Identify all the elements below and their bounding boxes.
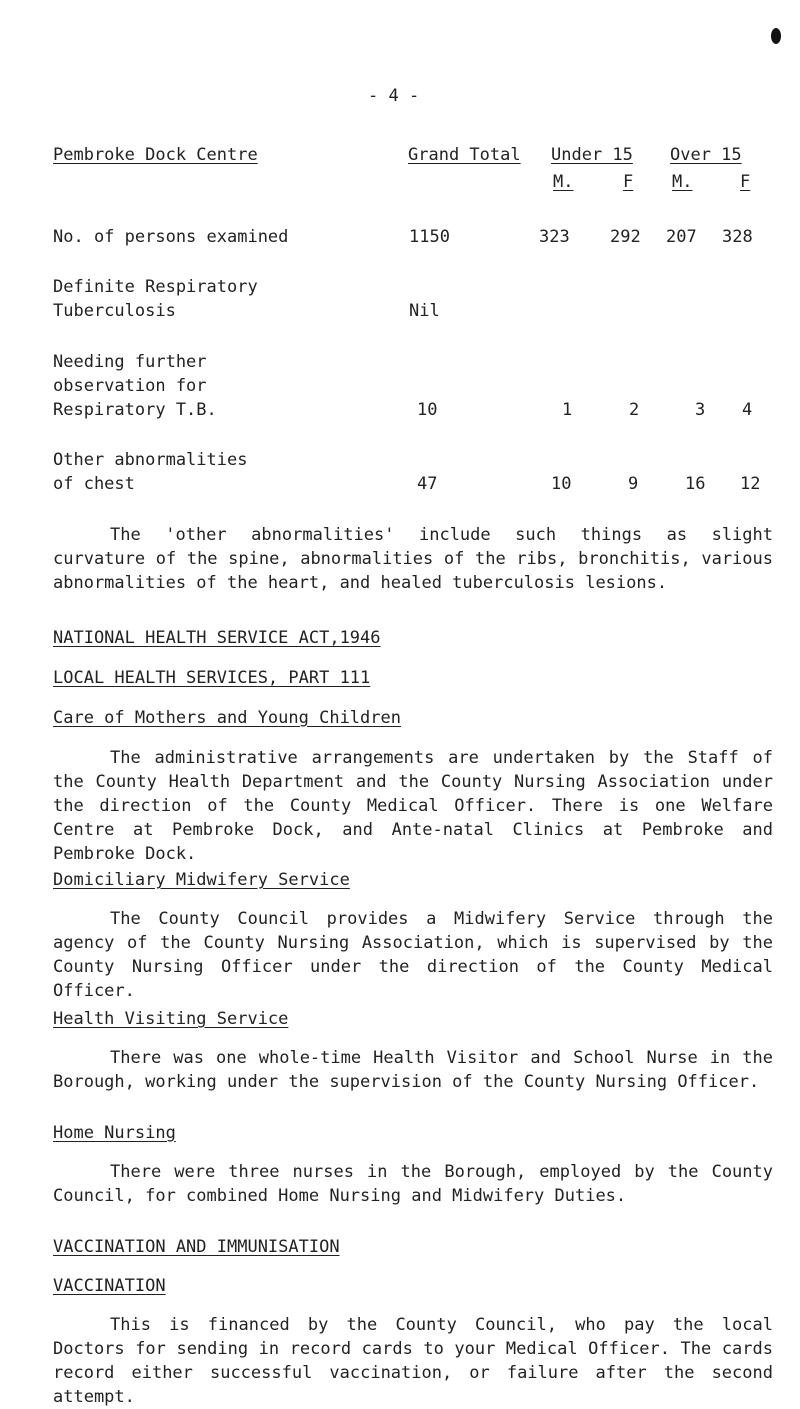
row-label: Needing further (53, 352, 207, 372)
row-label: Definite Respiratory (53, 277, 258, 297)
cell-grand-total: Nil (409, 301, 440, 321)
heading-act: NATIONAL HEALTH SERVICE ACT,1946 (53, 628, 381, 648)
cell-over-m: 207 (666, 227, 697, 247)
cell-over-f: 12 (740, 474, 761, 494)
section-text: There were three nurses in the Borough, employed by the County Council, for combined Home Nursing and Midwifery Duties. (53, 1162, 773, 1206)
cell-grand-total: 1150 (409, 227, 450, 247)
sub-m-over: M. (672, 172, 693, 192)
row-label: Other abnormalities (53, 450, 248, 470)
cell-over-m: 3 (695, 400, 706, 420)
row-label: Tuberculosis (53, 301, 176, 321)
heading-vaccination: VACCINATION (53, 1276, 166, 1296)
row-label: of chest (53, 474, 135, 494)
sub-m-under: M. (553, 172, 574, 192)
row-label: observation for (53, 376, 207, 396)
cell-under-m: 1 (562, 400, 573, 420)
sub-f-under: F (623, 172, 634, 192)
cell-under-f: 9 (628, 474, 639, 494)
heading-part: LOCAL HEALTH SERVICES, PART 111 (53, 668, 371, 688)
section-heading: Health Visiting Service (53, 1009, 289, 1029)
row-label: Respiratory T.B. (53, 400, 217, 420)
cell-under-m: 10 (551, 474, 572, 494)
cell-over-f: 328 (722, 227, 753, 247)
cell-under-m: 323 (539, 227, 570, 247)
cell-over-m: 16 (685, 474, 706, 494)
ink-blot (771, 28, 781, 44)
cell-grand-total: 47 (417, 474, 438, 494)
col-over-15: Over 15 (670, 145, 742, 165)
page-number: - 4 - (368, 86, 420, 106)
note-paragraph: The 'other abnormalities' include such things as slight curvature of the spine, abnormalities of the ribs, bronchitis, various abnormalities of the heart, and healed tuberculosis lesions. (53, 525, 773, 593)
section-text: There was one whole-time Health Visitor and School Nurse in the Borough, working under the supervision of the County Nursing Officer. (53, 1048, 773, 1092)
cell-under-f: 2 (629, 400, 640, 420)
sub-f-over: F (740, 172, 751, 192)
cell-grand-total: 10 (417, 400, 438, 420)
section-text: The administrative arrangements are undertaken by the Staff of the County Health Department and the County Nursing Association under the direction of the County Medical Officer. There is one Welfare Centre at Pembroke Dock, and Ante-natal Clinics at Pembroke and Pembroke Dock. (53, 748, 773, 864)
section-heading: Home Nursing (53, 1123, 176, 1143)
col-grand-total: Grand Total (408, 145, 521, 165)
cell-over-f: 4 (742, 400, 753, 420)
heading-vaccination-immunisation: VACCINATION AND IMMUNISATION (53, 1237, 340, 1257)
section-heading: Care of Mothers and Young Children (53, 708, 401, 728)
cell-under-f: 292 (610, 227, 641, 247)
row-label: No. of persons examined (53, 227, 289, 247)
section-heading: Domiciliary Midwifery Service (53, 870, 350, 890)
vaccination-text: This is financed by the County Council, who pay the local Doctors for sending in record cards to your Medical Officer. The cards record either successful vaccination, or failure after the second attempt. (53, 1315, 773, 1407)
section-text: The County Council provides a Midwifery Service through the agency of the County Nursing Association, which is supervised by the County Nursing Officer under the direction of the County Medical Officer. (53, 909, 773, 1001)
col-under-15: Under 15 (551, 145, 633, 165)
table-title: Pembroke Dock Centre (53, 145, 258, 165)
